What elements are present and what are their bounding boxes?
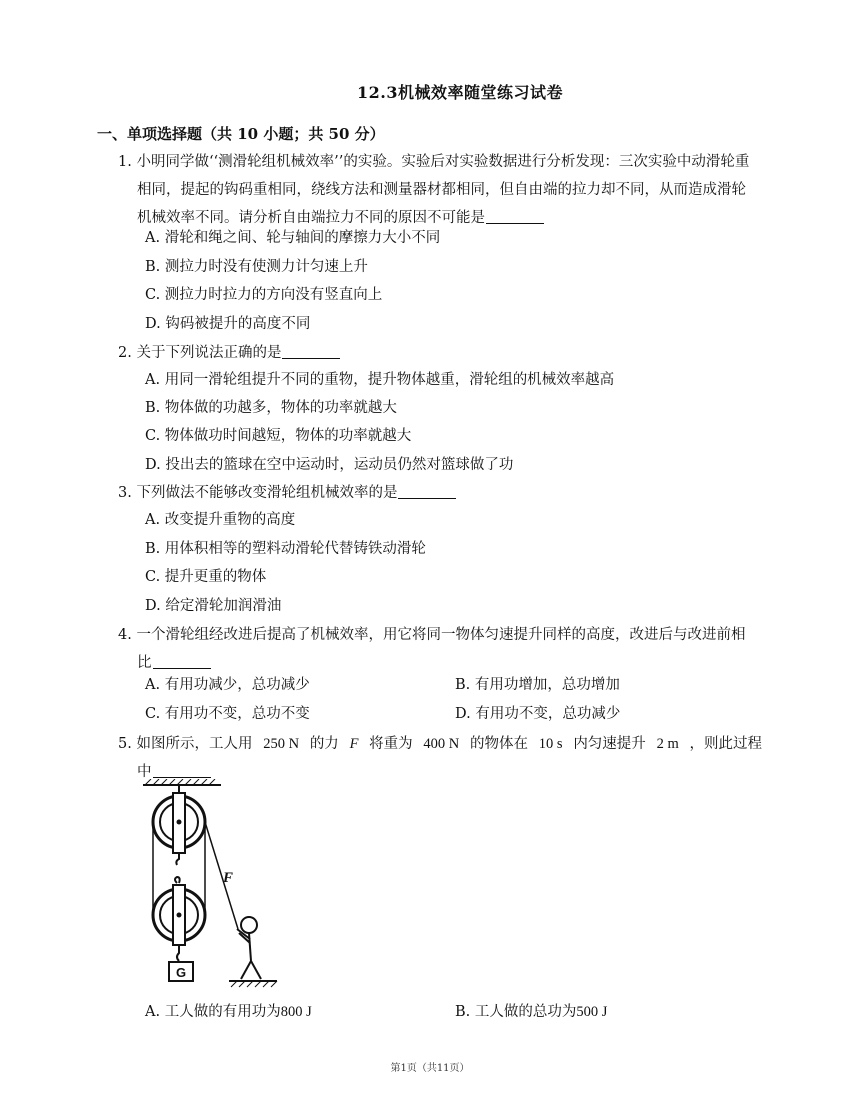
question-number: 4. — [118, 627, 132, 643]
question-number: 3. — [118, 485, 132, 501]
question-5: 5. 如图所示，工人用 250 N 的力 F 将重为 400 N 的物体在 10 s 内匀速提升 2 m ，则此过程 中 — [118, 736, 762, 780]
option-3b[interactable]: B. 用体积相等的塑料动滑轮代替铸铁动滑轮 — [145, 541, 426, 557]
option-1b[interactable]: B. 测拉力时没有使测力计匀速上升 — [145, 259, 368, 275]
weight-label: G — [175, 965, 187, 980]
answer-blank[interactable] — [486, 207, 544, 224]
option-3a[interactable]: A. 改变提升重物的高度 — [145, 512, 296, 528]
pulley-diagram — [143, 779, 293, 999]
question-number: 2. — [118, 345, 132, 361]
option-4a[interactable]: A. 有用功减少，总功减少 — [145, 677, 310, 693]
section-heading: 一、单项选择题（共 10 小题；共 50 分） — [97, 125, 385, 143]
question-4: 4. 一个滑轮组经改进后提高了机械效率，用它将同一物体匀速提升同样的高度，改进后与改进前相 比 — [118, 627, 746, 671]
answer-blank[interactable] — [398, 482, 456, 499]
option-1d[interactable]: D. 钩码被提升的高度不同 — [145, 316, 311, 332]
option-4d[interactable]: D. 有用功不变，总功减少 — [455, 706, 621, 722]
answer-blank[interactable] — [153, 652, 211, 669]
option-5b[interactable]: B. 工人做的总功为500 J — [455, 1004, 608, 1020]
option-5a[interactable]: A. 工人做的有用功为800 J — [145, 1004, 312, 1020]
question-1: 1. 小明同学做‘‘测滑轮组机械效率’’的实验。实验后对实验数据进行分析发现：三次实验中动滑轮重 相同，提起的钩码重相同，绕线方法和测量器材都相同，但自由端的拉力却不同，从而造成滑轮 机械效率不同。请分析自由端拉力不同的原因不可能是 — [118, 154, 750, 226]
question-number: 5. — [118, 736, 132, 752]
question-2: 2. 关于下列说法正确的是 — [118, 339, 762, 367]
question-3: 3. 下列做法不能够改变滑轮组机械效率的是 — [118, 479, 762, 507]
option-1c[interactable]: C. 测拉力时拉力的方向没有竖直向上 — [145, 287, 383, 303]
option-2d[interactable]: D. 投出去的篮球在空中运动时，运动员仍然对篮球做了功 — [145, 457, 514, 473]
option-2a[interactable]: A. 用同一滑轮组提升不同的重物，提升物体越重，滑轮组的机械效率越高 — [145, 372, 615, 388]
option-1a[interactable]: A. 滑轮和绳之间、轮与轴间的摩擦力大小不同 — [145, 230, 441, 246]
option-4b[interactable]: B. 有用功增加，总功增加 — [455, 677, 620, 693]
option-3c[interactable]: C. 提升更重的物体 — [145, 569, 267, 585]
question-number: 1. — [118, 154, 132, 170]
option-2b[interactable]: B. 物体做的功越多，物体的功率就越大 — [145, 400, 397, 416]
option-2c[interactable]: C. 物体做功时间越短，物体的功率就越大 — [145, 428, 412, 444]
answer-blank[interactable] — [282, 342, 340, 359]
exam-title: 12.3机械效率随堂练习试卷 — [357, 83, 563, 102]
page-footer: 第1页（共11页） — [390, 1063, 470, 1074]
option-4c[interactable]: C. 有用功不变，总功不变 — [145, 706, 310, 722]
worker-icon — [241, 917, 257, 933]
answer-blank[interactable] — [153, 761, 211, 778]
force-label: F — [223, 870, 234, 886]
option-3d[interactable]: D. 给定滑轮加润滑油 — [145, 598, 282, 614]
